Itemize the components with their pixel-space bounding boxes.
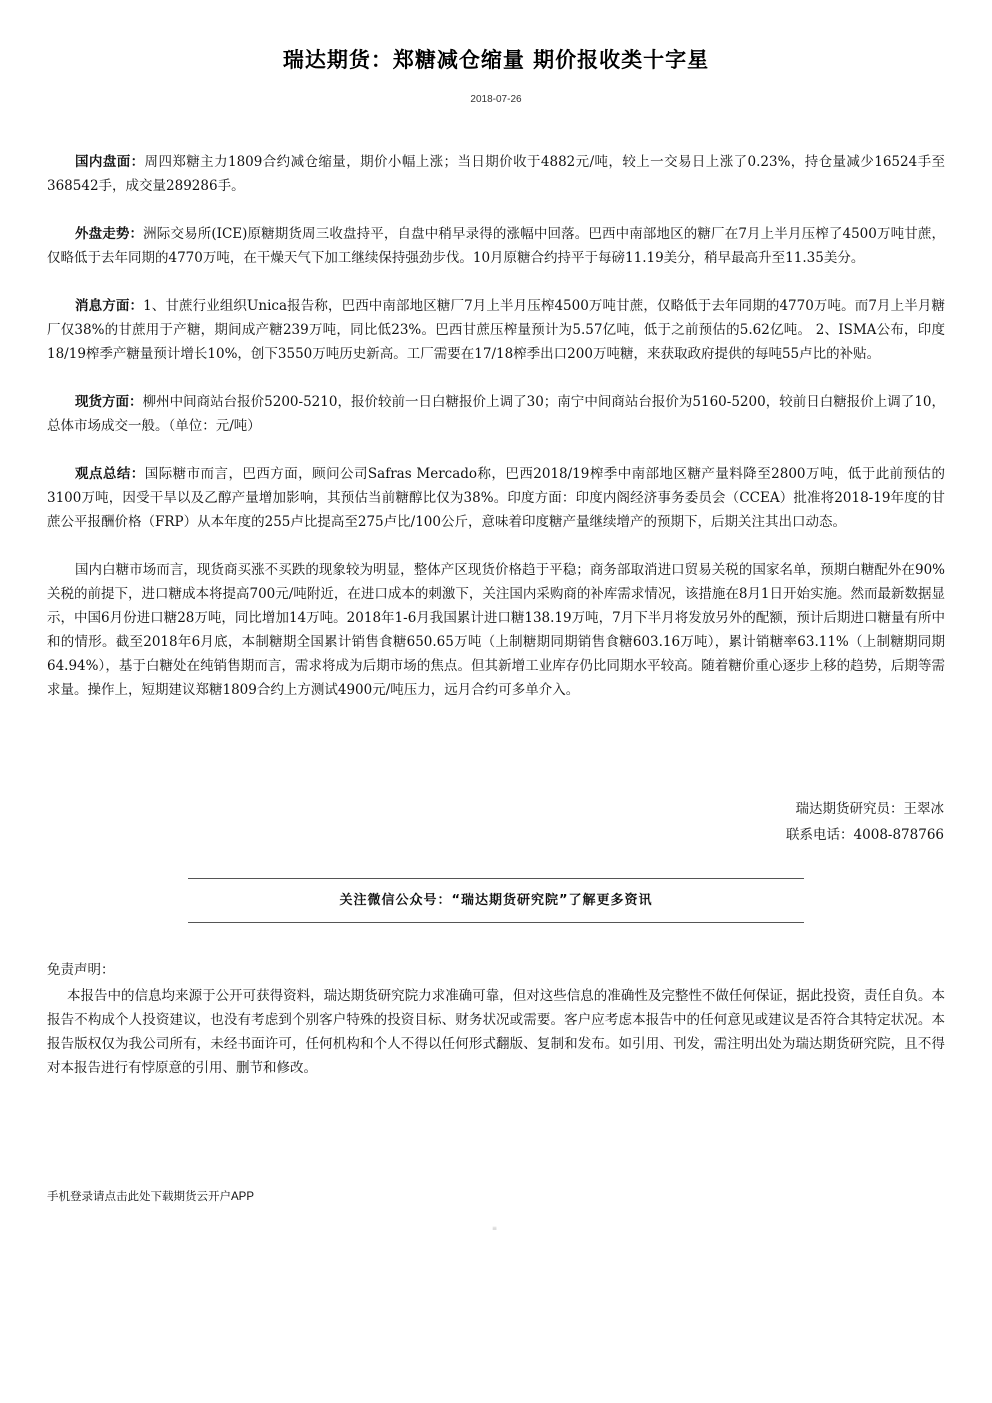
section-text: 洲际交易所(ICE)原糖期货周三收盘持平，自盘中稍早录得的涨幅中回落。巴西中南部地区的糖厂在7月上半月压榨了4500万吨甘蔗，仅略低于去年同期的4770万吨，在干燥天气下加工继续保持强劲步伐。10月原糖合约持平于每磅11.19美分，稍早最高升至11.35美分。 — [47, 226, 945, 266]
disclaimer-body: 本报告中的信息均来源于公开可获得资料，瑞达期货研究院力求准确可靠，但对这些信息的准确性及完整性不做任何保证，据此投资，责任自负。本报告不构成个人投资建议，也没有考虑到个别客户特殊的投资目标、财务状况或需要。客户应考虑本报告中的任何意见或建议是否符合其特定状况。本报告版权仅为我公司所有，未经书面许可，任何机构和个人不得以任何形式翻版、复制和发布。如引用、刊发，需注明出处为瑞达期货研究院，且不得对本报告进行有悖原意的引用、删节和修改。 — [47, 988, 945, 1076]
wechat-notice: 关注微信公众号：“瑞达期货研究院”了解更多资讯 — [339, 893, 653, 908]
disclaimer-title: 免责声明： — [47, 962, 115, 978]
section-label: 消息方面： — [75, 298, 144, 314]
divider-top — [188, 878, 804, 879]
section-label: 国内盘面： — [75, 154, 145, 170]
section-text: 1、甘蔗行业组织Unica报告称，巴西中南部地区糖厂7月上半月压榨4500万吨甘蔗，仅略低于去年同期的4770万吨。而7月上半月糖厂仅38%的甘蔗用于产糖，期间成产糖239万吨，同比低23%。巴西甘蔗压榨量预计为5.57亿吨，低于之前预估的5.62亿吨。 2、ISMA公布，印度18/19榨季产糖量预计增长10%，创下3550万吨历史新高。工厂需要在17/18榨季出口200万吨糖，来获取政府提供的每吨55卢比的补贴。 — [47, 298, 946, 362]
section-text: 国内白糖市场而言，现货商买涨不买跌的现象较为明显，整体产区现货价格趋于平稳；商务部取消进口贸易关税的国家名单，预期白糖配外在90%关税的前提下，进口糖成本将提高700元/吨附近，在进口成本的刺激下，关注国内采购商的补库需求情况，该措施在8月1日开始实施。然而最新数据显示，中国6月份进口糖28万吨，同比增加14万吨。2018年1-6月我国累计进口糖138.19万吨，7月下半月将发放另外的配额，预计后期进口糖量有所中和的情形。截至2018年6月底，本制糖期全国累计销售食糖650.65万吨（上制糖期同期销售食糖603.16万吨），累计销糖率63.11%（上制糖期同期64.94%），基于白糖处在纯销售期而言，需求将成为后期市场的焦点。但其新增工业库存仍比同期水平较高。随着糖价重心逐步上移的趋势，后期等需求量。操作上，短期建议郑糖1809合约上方测试4900元/吨压力，远月合约可多单介入。 — [47, 562, 945, 698]
section-label: 外盘走势： — [75, 226, 144, 242]
section-overseas — [47, 222, 945, 270]
contact-phone: 联系电话：4008-878766 — [786, 827, 944, 843]
section-text: 柳州中间商站台报价5200-5210，报价较前一日白糖报价上调了30；南宁中间商站台报价为5160-5200，较前日白糖报价上调了10，总体市场成交一般。（单位：元/吨） — [47, 394, 946, 434]
signature-block — [786, 796, 944, 848]
report-body — [47, 150, 945, 726]
report-date: 2018-07-26 — [470, 94, 522, 105]
section-text: 周四郑糖主力1809合约减仓缩量，期价小幅上涨；当日期价收于4882元/吨，较上一交易日上涨了0.23%，持仓量减少16524手至368542手，成交量289286手。 — [47, 154, 946, 194]
section-summary — [47, 462, 945, 534]
section-domestic-market — [47, 558, 945, 702]
footer-mark-icon: ≡ — [492, 1225, 498, 1232]
section-spot — [47, 390, 945, 438]
section-label: 观点总结： — [75, 466, 145, 482]
analyst-name: 瑞达期货研究员：王翠冰 — [795, 801, 944, 817]
divider-bottom — [188, 922, 804, 923]
section-domestic — [47, 150, 945, 198]
report-title: 瑞达期货：郑糖减仓缩量 期价报收类十字星 — [282, 48, 710, 72]
section-text: 国际糖市而言，巴西方面，顾问公司Safras Mercado称，巴西2018/19榨季中南部地区糖产量料降至2800万吨，低于此前预估的3100万吨，因受干旱以及乙醇产量增加影响，其预估当前糖醇比仅为38%。印度方面：印度内阁经济事务委员会（CCEA）批准将2018-19年度的甘蔗公平报酬价格（FRP）从本年度的255卢比提高至275卢比/100公斤，意味着印度糖产量继续增产的预期下，后期关注其出口动态。 — [47, 466, 945, 530]
app-download-link[interactable]: 手机登录请点击此处下载期货云开户APP — [47, 1191, 255, 1203]
section-news — [47, 294, 945, 366]
section-label: 现货方面： — [75, 394, 143, 410]
